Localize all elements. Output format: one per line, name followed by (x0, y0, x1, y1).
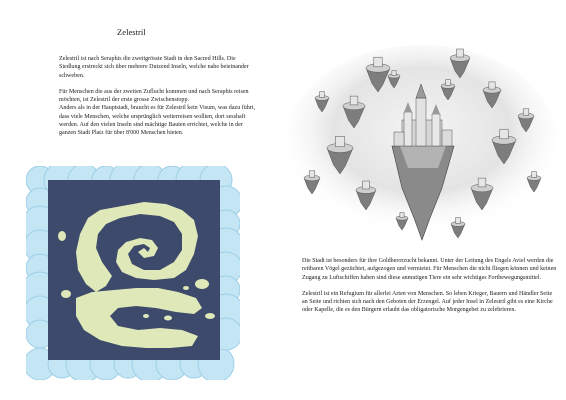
intro-text (59, 55, 257, 146)
city-map (26, 166, 240, 380)
islet (164, 316, 172, 321)
islet (205, 313, 215, 319)
intro-paragraph-2: Für Menschen die aus der zweiten Zuflucht kommen und nach Seraphis reisen möchten, ist Zelestril der erste grosse Zwischenstopp. Anders als in der Hauptstadt, braucht es für Zelestril kein Visum, was dazu führt, dass viele Menschen, welche ursprünglich weiterreisen wollten, dort sesshaft werden. Auf den vielen Inseln sind mächtige Bauten errichtet, welche in der ganzen Stadt Platz für über 8'000 Menschen bieten. (59, 88, 255, 137)
islet (143, 314, 149, 318)
details-text (302, 257, 558, 323)
islet (61, 290, 71, 298)
details-paragraph-1: Die Stadt ist besonders für ihre Goldherorzucht bekannt. Unter der Leitung des Engels Aviel werden die reitbaren Vögel gezüchtet, aufgezogen und vermietet. Für Menschen die nicht fliegen können und keinen Zugang zu Luftschiffen haben sind diese anmutigen Tiere ein sehr wichtiges Fortbewegungsmittel. (302, 258, 557, 281)
floating-islands-illustration (282, 28, 562, 258)
islet (183, 286, 189, 290)
islet (195, 279, 209, 289)
islet (58, 231, 66, 241)
page-title: Zelestril (117, 27, 146, 37)
details-paragraph-2: Zelestril ist ein Refugium für allerlei Arten von Menschen. So leben Krieger, Bauern und Händler Seite an Seite und richten sich nach den Geboten der Erzengel. Auf jeder Insel in Zelestril gibt es eine Kirche oder Kapelle, die es den Bürgern erlaubt das obligatorische Morgengebet zu zelebrieren. (302, 290, 553, 314)
intro-paragraph-1: Zelestril ist nach Seraphis die zweitgrösste Stadt in den Sacred Hills. Die Siedlung erstreckt sich über mehrere Dutzend Inseln, welche nahe beieinander schweben. (59, 56, 249, 79)
